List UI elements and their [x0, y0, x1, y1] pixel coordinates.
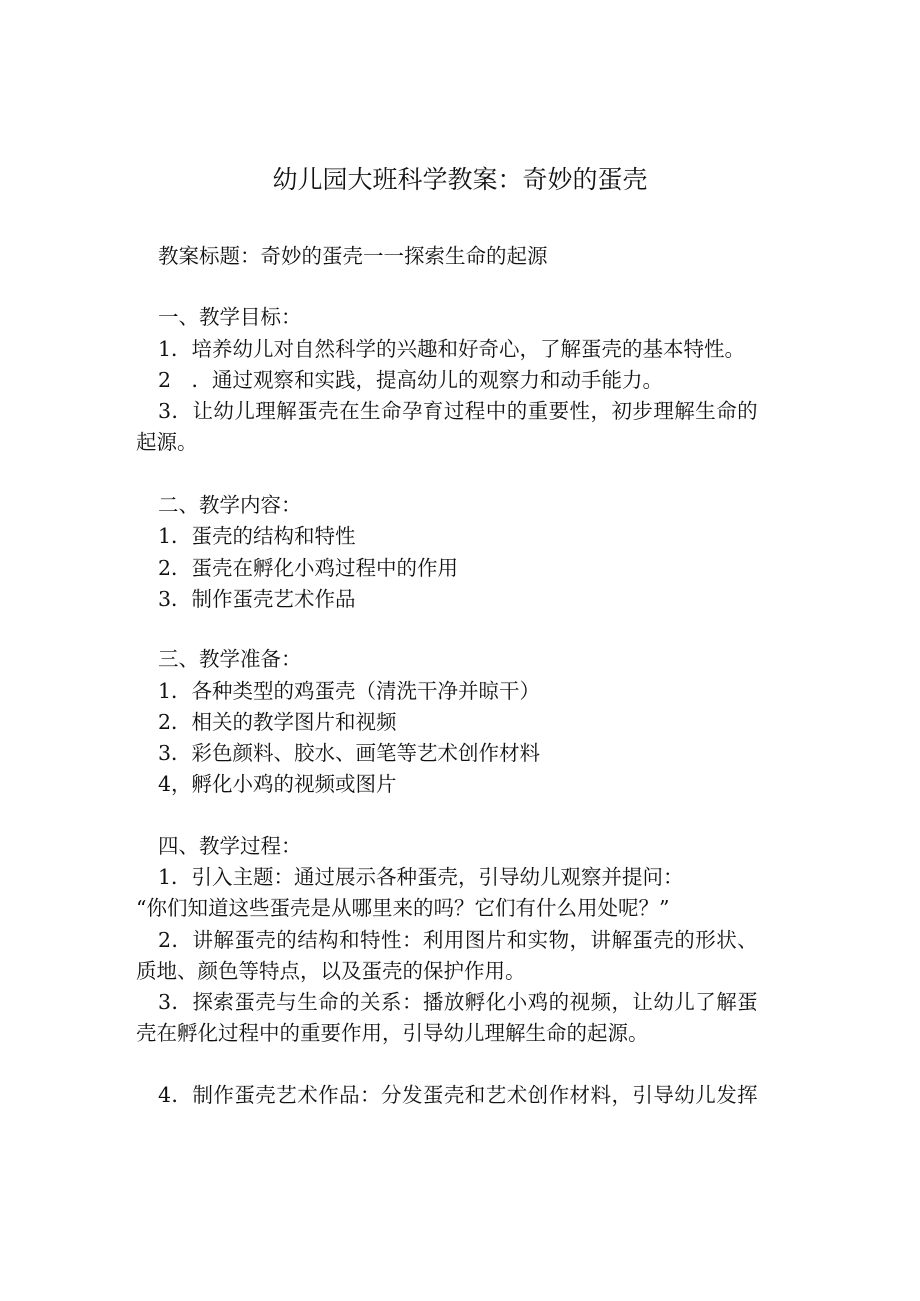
list-item: 3．探索蛋壳与生命的关系：播放孵化小鸡的视频，让幼儿了解蛋 [158, 990, 759, 1014]
list-item-continuation: “你们知道这些蛋壳是从哪里来的吗？它们有什么用处呢？” [136, 896, 670, 920]
list-item: 2．蛋壳在孵化小鸡过程中的作用 [158, 556, 459, 580]
list-item: 2 ．通过观察和实践，提高幼儿的观察力和动手能力。 [158, 368, 664, 392]
document-title: 幼儿园大班科学教案：奇妙的蛋壳 [272, 165, 648, 194]
section-heading-goals: 一、教学目标： [158, 305, 302, 329]
list-item: 1．蛋壳的结构和特性 [158, 524, 356, 548]
list-item: 1．各种类型的鸡蛋壳（清洗干净并晾干） [158, 679, 541, 703]
list-item: 1．培养幼儿对自然科学的兴趣和好奇心，了解蛋壳的基本特性。 [158, 337, 746, 361]
list-item: 2．相关的教学图片和视频 [158, 710, 397, 734]
list-item: 4，孵化小鸡的视频或图片 [158, 772, 397, 796]
section-heading-content: 二、教学内容： [158, 493, 302, 517]
list-item: 4．制作蛋壳艺术作品：分发蛋壳和艺术创作材料，引导幼儿发挥 [158, 1083, 759, 1107]
list-item: 3．让幼儿理解蛋壳在生命孕育过程中的重要性，初步理解生命的 [158, 399, 759, 423]
list-item-continuation: 质地、颜色等特点，以及蛋壳的保护作用。 [136, 959, 526, 983]
list-item-continuation: 壳在孵化过程中的重要作用，引导幼儿理解生命的起源。 [136, 1021, 649, 1045]
list-item: 3．彩色颜料、胶水、画笔等艺术创作材料 [158, 741, 541, 765]
list-item: 1．引入主题：通过展示各种蛋壳，引导幼儿观察并提问： [158, 865, 684, 889]
lesson-subtitle: 教案标题：奇妙的蛋壳一一探索生命的起源 [158, 244, 548, 268]
section-heading-preparation: 三、教学准备： [158, 647, 302, 671]
section-heading-process: 四、教学过程： [158, 834, 302, 858]
list-item: 2．讲解蛋壳的结构和特性：利用图片和实物，讲解蛋壳的形状、 [158, 928, 759, 952]
list-item-continuation: 起源。 [136, 430, 198, 454]
list-item: 3．制作蛋壳艺术作品 [158, 587, 356, 611]
